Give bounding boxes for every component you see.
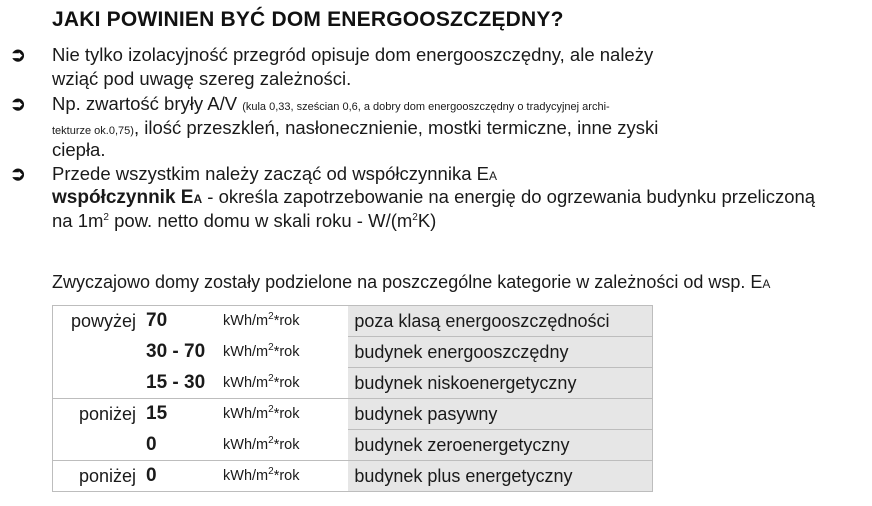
category-label: budynek energooszczędny: [348, 337, 652, 368]
bullet-3-line-1: [52, 163, 497, 185]
range-prefix: [53, 430, 147, 461]
unit-text: kWh/m: [223, 313, 269, 330]
unit-superscript: 2: [268, 466, 274, 478]
bullet-1-line-2: wziąć pod uwagę szereg zależności.: [52, 68, 352, 89]
bullet-2-line-1: [52, 93, 610, 115]
definition-text: - określa zapotrzebowanie na energię do ogrzewania budynku przeliczoną: [202, 186, 816, 207]
arrow-bullet-icon: ➲: [10, 164, 26, 185]
range-prefix: [53, 368, 147, 399]
table-row: [53, 306, 653, 337]
category-label: budynek plus energetyczny: [348, 461, 652, 492]
definition-cont-b: pow. netto domu w skali roku - W/(m: [108, 210, 413, 231]
unit-text-suffix: *rok: [273, 374, 300, 391]
range-value: 15 - 30: [146, 368, 223, 399]
definition-cont-c: K): [417, 210, 437, 231]
bullet-2-main-cont: , ilość przeszkleń, nasłonecznienie, mostki termiczne, inne zyski: [133, 117, 659, 138]
unit-label: [223, 337, 348, 368]
arrow-bullet-icon: ➲: [10, 94, 26, 115]
unit-superscript: 2: [268, 434, 274, 446]
category-label: budynek zeroenergetyczny: [348, 430, 652, 461]
category-label: budynek niskoenergetyczny: [348, 368, 652, 399]
unit-label: [223, 306, 348, 337]
table-intro-text: Zwyczajowo domy zostały podzielone na poszczególne kategorie w zależności od wsp. E: [52, 272, 763, 292]
unit-label: [223, 368, 348, 399]
page-title: JAKI POWINIEN BYĆ DOM ENERGOOSZCZĘDNY?: [52, 8, 564, 31]
unit-text: kWh/m: [223, 406, 269, 423]
range-value: 30 - 70: [146, 341, 206, 362]
superscript-2: 2: [103, 211, 109, 223]
bullet-1-line-1: Nie tylko izolacyjność przegród opisuje dom energooszczędny, ale należy: [52, 44, 654, 65]
range-prefix: poniżej: [53, 399, 147, 430]
bullet-2-small-note-cont: tekturze ok.0,75): [52, 125, 134, 137]
unit-text-suffix: *rok: [273, 436, 300, 453]
bullet-3-text: Przede wszystkim należy zacząć od współczynnika E: [52, 163, 489, 184]
range-value: 70: [146, 306, 223, 337]
table-row: [53, 430, 653, 461]
bullet-3-definition: [52, 186, 815, 209]
unit-text-suffix: *rok: [273, 313, 300, 330]
bullet-2-line-3: ciepła.: [52, 139, 106, 160]
unit-superscript: 2: [268, 404, 274, 416]
table-row: [53, 337, 653, 368]
range-prefix: powyżej: [53, 306, 147, 337]
unit-text: kWh/m: [223, 344, 269, 360]
category-label: poza klasą energooszczędności: [348, 306, 652, 337]
unit-text: kWh/m: [223, 468, 269, 484]
table-row: [53, 399, 653, 430]
unit-text: kWh/m: [223, 436, 269, 453]
definition-cont-a: na 1m: [52, 210, 104, 231]
unit-superscript: 2: [268, 342, 274, 354]
unit-label: [223, 399, 348, 430]
unit-superscript: 2: [268, 372, 274, 384]
unit-text-suffix: *rok: [273, 344, 300, 360]
unit-text: kWh/m: [223, 374, 269, 391]
unit-text-suffix: *rok: [273, 468, 300, 484]
bullet-2-main-text: Np. zwartość bryły A/V: [52, 93, 243, 114]
bullet-2-line-2: [52, 117, 658, 139]
range-value: 0: [146, 461, 223, 492]
subscript-a: A: [762, 277, 771, 291]
arrow-bullet-icon: ➲: [10, 45, 26, 66]
range-value: 15: [146, 403, 168, 425]
energy-category-table: [52, 305, 653, 492]
range-prefix: [53, 337, 147, 368]
bullet-3-line-3: [52, 210, 436, 232]
bullet-2-small-note: (kula 0,33, sześcian 0,6, a dobry dom energooszczędny o tradycyjnej archi-: [242, 101, 610, 113]
table-row: [53, 368, 653, 399]
table-row: [53, 461, 653, 492]
definition-term-subscript: A: [193, 192, 203, 206]
definition-term: współczynnik E: [52, 187, 194, 208]
superscript-2: 2: [412, 211, 418, 223]
range-value: 0: [146, 430, 223, 461]
unit-superscript: 2: [268, 311, 274, 323]
subscript-a: A: [488, 169, 497, 183]
unit-label: [223, 461, 348, 492]
range-prefix: poniżej: [53, 461, 147, 492]
table-intro: [52, 272, 770, 293]
unit-text-suffix: *rok: [273, 406, 300, 423]
unit-label: [223, 430, 348, 461]
category-label: budynek pasywny: [348, 399, 652, 430]
